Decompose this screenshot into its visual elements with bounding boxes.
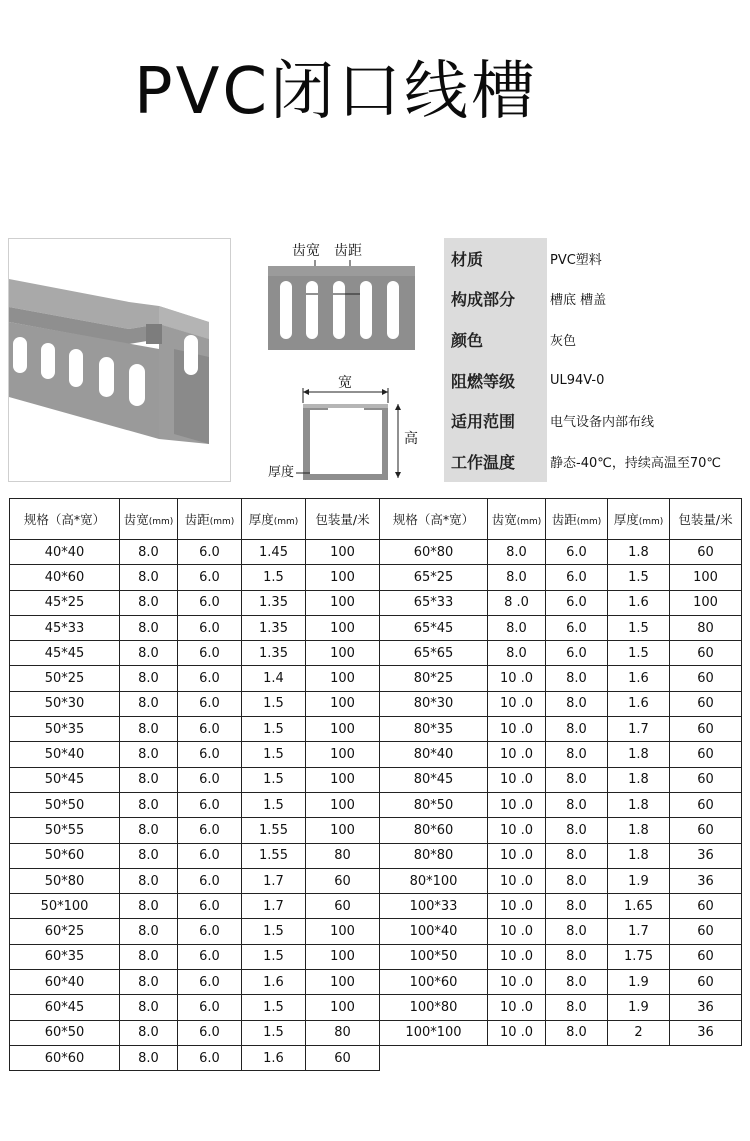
table-cell: 65*25 (380, 565, 488, 590)
table-cell: 10 .0 (488, 995, 546, 1020)
table-cell: 6.0 (178, 666, 242, 691)
table-cell: 8.0 (120, 868, 178, 893)
column-header-label: 规格（高*宽） (392, 512, 475, 527)
table-cell: 50*25 (10, 666, 120, 691)
table-cell: 1.5 (242, 565, 306, 590)
table-cell: 80*25 (380, 666, 488, 691)
table-row (10, 792, 742, 817)
table-cell: 8.0 (546, 944, 608, 969)
table-cell: 10 .0 (488, 843, 546, 868)
column-header-unit: (mm) (516, 517, 542, 527)
table-cell: 60 (670, 540, 742, 565)
table-cell: 65*33 (380, 590, 488, 615)
dimension-diagram (258, 238, 428, 480)
table-cell: 50*80 (10, 868, 120, 893)
table-cell: 6.0 (178, 1020, 242, 1045)
table-row (10, 894, 742, 919)
table-cell: 6.0 (546, 615, 608, 640)
table-cell: 8.0 (546, 767, 608, 792)
table-cell: 50*30 (10, 691, 120, 716)
column-header (306, 499, 380, 540)
width-label: 宽 (338, 375, 352, 391)
column-header (178, 499, 242, 540)
table-cell: 36 (670, 1020, 742, 1045)
table-row (10, 666, 742, 691)
table-cell: 60 (306, 894, 380, 919)
table-row (10, 970, 742, 995)
table-row (10, 919, 742, 944)
table-row (10, 590, 742, 615)
table-cell: 6.0 (178, 615, 242, 640)
table-cell: 100 (306, 691, 380, 716)
property-value: PVC塑料 (550, 252, 602, 268)
table-cell: 1.5 (242, 995, 306, 1020)
column-header-label: 包装量/米 (315, 512, 370, 527)
column-header (120, 499, 178, 540)
table-cell: 8.0 (120, 565, 178, 590)
column-header (546, 499, 608, 540)
property-row (444, 360, 740, 401)
table-cell: 60 (670, 818, 742, 843)
table-cell: 6.0 (178, 590, 242, 615)
table-cell: 8.0 (546, 818, 608, 843)
table-cell: 6.0 (178, 565, 242, 590)
table-cell: 1.8 (608, 540, 670, 565)
table-cell: 6.0 (178, 792, 242, 817)
table-cell: 8.0 (120, 894, 178, 919)
table-cell: 1.7 (608, 717, 670, 742)
table-row (10, 818, 742, 843)
property-key: 工作温度 (444, 441, 547, 482)
thickness-label: 厚度 (268, 465, 295, 480)
product-photo (8, 238, 231, 482)
tooth-pitch-label: 齿距 (334, 243, 362, 259)
table-cell: 100 (306, 565, 380, 590)
table-cell: 60 (670, 919, 742, 944)
column-header-label: 规格（高*宽） (23, 512, 106, 527)
table-cell: 10 .0 (488, 818, 546, 843)
table-cell: 8.0 (120, 615, 178, 640)
table-cell: 1.7 (242, 868, 306, 893)
table-cell: 60*60 (10, 1045, 120, 1070)
table-cell: 8.0 (120, 1045, 178, 1070)
table-cell: 8.0 (120, 843, 178, 868)
table-cell: 6.0 (178, 894, 242, 919)
table-row (10, 691, 742, 716)
table-cell: 1.8 (608, 792, 670, 817)
table-cell: 8.0 (546, 717, 608, 742)
table-cell: 60 (670, 717, 742, 742)
table-cell: 8.0 (546, 894, 608, 919)
table-cell: 100 (306, 590, 380, 615)
table-cell: 8.0 (488, 641, 546, 666)
table-cell: 80 (670, 615, 742, 640)
table-cell: 6.0 (178, 641, 242, 666)
table-cell: 1.5 (242, 944, 306, 969)
table-cell: 1.35 (242, 615, 306, 640)
table-cell: 100 (670, 590, 742, 615)
table-cell: 100 (306, 818, 380, 843)
table-cell: 1.5 (242, 792, 306, 817)
table-cell: 1.5 (242, 742, 306, 767)
table-cell: 1.65 (608, 894, 670, 919)
table-cell: 8.0 (120, 767, 178, 792)
table-cell: 1.75 (608, 944, 670, 969)
table-cell: 1.8 (608, 767, 670, 792)
spec-table (9, 498, 742, 1071)
table-row (10, 742, 742, 767)
table-cell: 80*60 (380, 818, 488, 843)
table-cell: 1.6 (242, 970, 306, 995)
column-header (10, 499, 120, 540)
table-cell: 1.9 (608, 995, 670, 1020)
table-row (10, 843, 742, 868)
table-cell: 100 (306, 666, 380, 691)
property-value: UL94V-0 (550, 372, 605, 388)
table-cell: 8.0 (120, 970, 178, 995)
table-cell: 6.0 (546, 540, 608, 565)
table-cell: 50*45 (10, 767, 120, 792)
table-cell: 1.6 (608, 590, 670, 615)
table-cell: 60 (670, 691, 742, 716)
table-cell: 100*33 (380, 894, 488, 919)
table-cell: 1.9 (608, 970, 670, 995)
table-cell: 60 (670, 970, 742, 995)
table-cell: 8 .0 (488, 590, 546, 615)
table-cell: 45*45 (10, 641, 120, 666)
table-cell: 50*40 (10, 742, 120, 767)
table-cell: 100*100 (380, 1020, 488, 1045)
property-row (444, 441, 740, 482)
table-cell: 8.0 (120, 944, 178, 969)
table-cell: 8.0 (120, 590, 178, 615)
property-value: 槽底 槽盖 (550, 293, 607, 309)
column-header-unit: (mm) (576, 517, 602, 527)
table-cell: 60*25 (10, 919, 120, 944)
table-cell: 100 (306, 540, 380, 565)
table-cell: 100*50 (380, 944, 488, 969)
table-cell: 60 (670, 742, 742, 767)
table-row (10, 615, 742, 640)
table-cell (380, 1045, 742, 1070)
table-cell: 40*60 (10, 565, 120, 590)
table-cell: 60 (670, 666, 742, 691)
table-cell: 100*40 (380, 919, 488, 944)
table-cell: 80*80 (380, 843, 488, 868)
table-cell: 10 .0 (488, 919, 546, 944)
table-cell: 8.0 (546, 792, 608, 817)
table-cell: 6.0 (178, 717, 242, 742)
table-cell: 1.5 (608, 565, 670, 590)
table-cell: 8.0 (546, 691, 608, 716)
table-cell: 1.55 (242, 818, 306, 843)
table-cell: 60 (670, 641, 742, 666)
table-row (10, 995, 742, 1020)
table-cell: 80*100 (380, 868, 488, 893)
table-cell: 100 (670, 565, 742, 590)
table-cell: 8.0 (120, 717, 178, 742)
table-cell: 6.0 (546, 565, 608, 590)
property-value: 灰色 (550, 334, 577, 350)
table-cell: 60*45 (10, 995, 120, 1020)
table-cell: 1.8 (608, 843, 670, 868)
table-cell: 60*40 (10, 970, 120, 995)
property-key: 材质 (444, 238, 547, 279)
column-header-unit: (mm) (638, 517, 664, 527)
table-cell: 6.0 (178, 919, 242, 944)
table-cell: 1.6 (608, 691, 670, 716)
table-cell: 8.0 (488, 565, 546, 590)
table-cell: 6.0 (178, 767, 242, 792)
table-cell: 45*25 (10, 590, 120, 615)
table-cell: 8.0 (120, 641, 178, 666)
table-cell: 60*50 (10, 1020, 120, 1045)
column-header (242, 499, 306, 540)
table-cell: 36 (670, 843, 742, 868)
table-cell: 1.7 (608, 919, 670, 944)
table-cell: 10 .0 (488, 894, 546, 919)
column-header-label: 包装量/米 (678, 512, 733, 527)
table-cell: 1.4 (242, 666, 306, 691)
table-cell: 8.0 (120, 1020, 178, 1045)
table-cell: 80*45 (380, 767, 488, 792)
table-cell: 60 (306, 1045, 380, 1070)
table-cell: 60*80 (380, 540, 488, 565)
property-key: 阻燃等级 (444, 360, 547, 401)
table-cell: 60 (670, 944, 742, 969)
table-cell: 8.0 (546, 919, 608, 944)
table-cell: 80*30 (380, 691, 488, 716)
table-cell: 100 (306, 717, 380, 742)
table-cell: 1.55 (242, 843, 306, 868)
table-cell: 10 .0 (488, 767, 546, 792)
table-cell: 60*35 (10, 944, 120, 969)
table-cell: 50*50 (10, 792, 120, 817)
page-title: PVC闭口线槽 (134, 55, 539, 129)
table-cell: 65*65 (380, 641, 488, 666)
table-cell: 8.0 (120, 919, 178, 944)
table-cell: 6.0 (178, 944, 242, 969)
table-cell: 10 .0 (488, 691, 546, 716)
table-cell: 1.5 (242, 1020, 306, 1045)
table-cell: 8.0 (120, 666, 178, 691)
table-cell: 8.0 (546, 970, 608, 995)
property-key: 适用范围 (444, 401, 547, 442)
table-cell: 8.0 (546, 742, 608, 767)
table-cell: 50*55 (10, 818, 120, 843)
property-value: 静态-40℃，持续高温至70℃ (550, 456, 721, 472)
table-cell: 100 (306, 792, 380, 817)
table-cell: 6.0 (546, 590, 608, 615)
table-cell: 50*60 (10, 843, 120, 868)
table-cell: 6.0 (178, 818, 242, 843)
table-cell: 6.0 (178, 742, 242, 767)
column-header-label: 齿宽 (123, 512, 149, 527)
column-header-unit: (mm) (209, 517, 235, 527)
table-cell: 8.0 (120, 792, 178, 817)
table-cell: 6.0 (178, 970, 242, 995)
table-cell: 100 (306, 641, 380, 666)
table-cell: 10 .0 (488, 742, 546, 767)
table-cell: 60 (670, 767, 742, 792)
table-cell: 8.0 (546, 868, 608, 893)
column-header (670, 499, 742, 540)
table-cell: 8.0 (546, 1020, 608, 1045)
property-row (444, 238, 740, 279)
table-cell: 80*40 (380, 742, 488, 767)
table-cell: 60 (306, 868, 380, 893)
table-row (10, 767, 742, 792)
property-key: 颜色 (444, 319, 547, 360)
table-row (10, 641, 742, 666)
column-header-label: 厚度 (248, 512, 274, 527)
table-cell: 10 .0 (488, 868, 546, 893)
table-cell: 6.0 (178, 1045, 242, 1070)
table-cell: 6.0 (178, 868, 242, 893)
table-cell: 100 (306, 995, 380, 1020)
table-cell: 50*35 (10, 717, 120, 742)
table-row (10, 868, 742, 893)
table-cell: 6.0 (546, 641, 608, 666)
table-cell: 1.8 (608, 742, 670, 767)
table-cell: 1.7 (242, 894, 306, 919)
table-cell: 8.0 (120, 540, 178, 565)
table-cell: 1.35 (242, 590, 306, 615)
table-cell: 10 .0 (488, 717, 546, 742)
table-cell: 8.0 (120, 995, 178, 1020)
property-row (444, 401, 740, 442)
table-cell: 100 (306, 944, 380, 969)
table-cell: 1.9 (608, 868, 670, 893)
table-cell: 8.0 (120, 818, 178, 843)
table-cell: 1.6 (608, 666, 670, 691)
column-header (380, 499, 488, 540)
property-key: 构成部分 (444, 279, 547, 320)
table-cell: 60 (670, 894, 742, 919)
table-cell: 80*35 (380, 717, 488, 742)
table-cell: 100 (306, 919, 380, 944)
table-cell: 80 (306, 1020, 380, 1045)
properties-table (444, 238, 740, 482)
table-cell: 1.5 (608, 641, 670, 666)
column-header-label: 齿距 (551, 512, 577, 527)
table-cell: 1.5 (242, 717, 306, 742)
table-cell: 6.0 (178, 995, 242, 1020)
table-cell: 8.0 (488, 540, 546, 565)
property-row (444, 319, 740, 360)
table-cell: 8.0 (120, 742, 178, 767)
property-row (444, 279, 740, 320)
table-cell: 6.0 (178, 691, 242, 716)
table-cell: 1.5 (242, 767, 306, 792)
table-row (10, 565, 742, 590)
table-cell: 80*50 (380, 792, 488, 817)
table-cell: 8.0 (488, 615, 546, 640)
column-header-label: 齿距 (184, 512, 210, 527)
table-cell: 100 (306, 742, 380, 767)
column-header-label: 厚度 (613, 512, 639, 527)
column-header-unit: (mm) (148, 517, 174, 527)
table-cell: 65*45 (380, 615, 488, 640)
table-cell: 50*100 (10, 894, 120, 919)
table-cell: 2 (608, 1020, 670, 1045)
table-cell: 40*40 (10, 540, 120, 565)
table-cell: 8.0 (546, 843, 608, 868)
column-header (608, 499, 670, 540)
table-cell: 1.45 (242, 540, 306, 565)
table-cell: 60 (670, 792, 742, 817)
table-cell: 8.0 (120, 691, 178, 716)
table-cell: 8.0 (546, 995, 608, 1020)
table-cell: 6.0 (178, 843, 242, 868)
table-cell: 1.5 (242, 691, 306, 716)
table-row (10, 540, 742, 565)
table-row (10, 944, 742, 969)
table-cell: 10 .0 (488, 970, 546, 995)
table-cell: 100 (306, 970, 380, 995)
table-cell: 100 (306, 767, 380, 792)
table-row (10, 1045, 742, 1070)
table-row (10, 717, 742, 742)
table-cell: 100*60 (380, 970, 488, 995)
column-header-unit: (mm) (273, 517, 299, 527)
table-cell: 1.6 (242, 1045, 306, 1070)
table-cell: 100*80 (380, 995, 488, 1020)
table-cell: 1.5 (608, 615, 670, 640)
tooth-width-label: 齿宽 (292, 243, 320, 259)
table-cell: 10 .0 (488, 792, 546, 817)
table-cell: 6.0 (178, 540, 242, 565)
property-value: 电气设备内部布线 (550, 415, 655, 431)
table-cell: 36 (670, 868, 742, 893)
height-label: 高 (404, 431, 418, 447)
column-header-label: 齿宽 (491, 512, 517, 527)
table-row (10, 1020, 742, 1045)
table-cell: 45*33 (10, 615, 120, 640)
table-cell: 8.0 (546, 666, 608, 691)
table-cell: 1.5 (242, 919, 306, 944)
table-cell: 10 .0 (488, 1020, 546, 1045)
table-cell: 10 .0 (488, 944, 546, 969)
table-cell: 1.8 (608, 818, 670, 843)
table-cell: 100 (306, 615, 380, 640)
table-cell: 36 (670, 995, 742, 1020)
column-header (488, 499, 546, 540)
table-cell: 80 (306, 843, 380, 868)
table-cell: 10 .0 (488, 666, 546, 691)
table-cell: 1.35 (242, 641, 306, 666)
